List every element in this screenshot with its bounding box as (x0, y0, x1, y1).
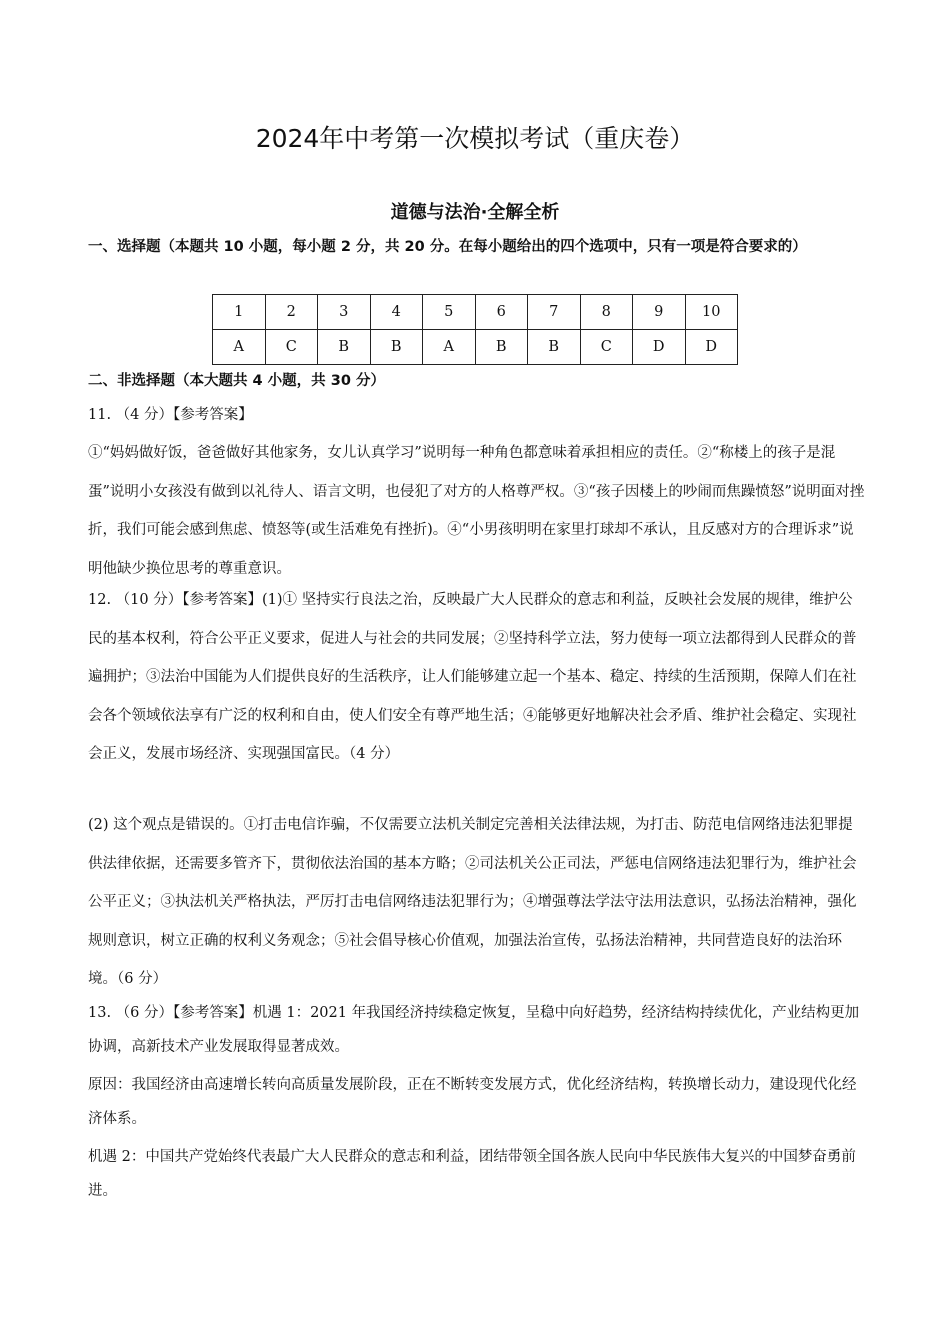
page-title: 2024年中考第一次模拟考试（重庆卷） (255, 124, 695, 153)
question-number-cell: 3 (318, 295, 371, 330)
q13-opportunity-1: 13. （6 分）【参考答案】机遇 1：2021 年我国经济持续稳定恢复，呈稳中向好趋势，经济结构持续优化，产业结构更加协调，高新技术产业发展取得显著成效。 (88, 1005, 860, 1055)
answer-table (212, 294, 738, 365)
q11-heading: 11. （4 分）【参考答案】 (88, 407, 253, 423)
answer-cell: C (265, 330, 318, 365)
answer-cell: B (475, 330, 528, 365)
q13-reason: 原因：我国经济由高速增长转向高质量发展阶段，正在不断转变发展方式，优化经济结构，转换增长动力，建设现代化经济体系。 (88, 1077, 857, 1127)
question-number-cell: 7 (528, 295, 581, 330)
q13-opportunity-2: 机遇 2：中国共产党始终代表最广大人民群众的意志和利益，团结带领全国各族人民向中华民族伟大复兴的中国梦奋勇前进。 (88, 1149, 856, 1199)
section-choice-heading: 一、选择题（本题共 10 小题，每小题 2 分，共 20 分。在每小题给出的四个选项中，只有一项是符合要求的） (88, 239, 807, 255)
question-number-cell: 6 (475, 295, 528, 330)
question-number-cell: 1 (213, 295, 266, 330)
answer-cell: A (423, 330, 476, 365)
answer-cell: D (685, 330, 738, 365)
answer-cell: A (213, 330, 266, 365)
question-number-cell: 10 (685, 295, 738, 330)
q12-part2: (2) 这个观点是错误的。①打击电信诈骗，不仅需要立法机关制定完善相关法律法规，为打击、防范电信网络违法犯罪提供法律依据，还需要多管齐下，贯彻依法治国的基本方略；②司法机关公正司法，严惩电信网络违法犯罪行为，维护社会公平正义；③执法机关严格执法，严厉打击电信网络违法犯罪行为；④增强尊法学法守法用法意识，弘扬法治精神，强化规则意识，树立正确的权利义务观念；⑤社会倡导核心价值观，加强法治宣传，弘扬法治精神，共同营造良好的法治环境。（6 分） (88, 817, 857, 987)
answer-table-number-row (213, 295, 738, 330)
q11-answer: ①“妈妈做好饭，爸爸做好其他家务，女儿认真学习”说明每一种角色都意味着承担相应的责任。②“称楼上的孩子是混蛋”说明小女孩没有做到以礼待人、语言文明，也侵犯了对方的人格尊严权。③“孩子因楼上的吵闹而焦躁愤怒”说明面对挫折，我们可能会感到焦虑、愤怒等(或生活难免有挫折)。④“小男孩明明在家里打球却不承认，且反感对方的合理诉求”说明他缺少换位思考的尊重意识。 (88, 445, 865, 577)
answer-cell: C (580, 330, 633, 365)
answer-table-answer-row (213, 330, 738, 365)
question-number-cell: 4 (370, 295, 423, 330)
q12-part1: 12. （10 分）【参考答案】(1)① 坚持实行良法之治，反映最广大人民群众的意志和利益，反映社会发展的规律，维护公民的基本权利，符合公平正义要求，促进人与社会的共同发展；②坚持科学立法，努力使每一项立法都得到人民群众的普遍拥护；③法治中国能为人们提供良好的生活秩序，让人们能够建立起一个基本、稳定、持续的生活预期，保障人们在社会各个领域依法享有广泛的权利和自由，使人们安全有尊严地生活；④能够更好地解决社会矛盾、维护社会稳定、实现社会正义，发展市场经济、实现强国富民。（4 分） (88, 592, 857, 762)
question-number-cell: 9 (633, 295, 686, 330)
question-number-cell: 2 (265, 295, 318, 330)
answer-cell: D (633, 330, 686, 365)
answer-cell: B (370, 330, 423, 365)
question-number-cell: 8 (580, 295, 633, 330)
answer-cell: B (528, 330, 581, 365)
page-subtitle: 道德与法治·全解全析 (390, 202, 560, 223)
question-number-cell: 5 (423, 295, 476, 330)
answer-cell: B (318, 330, 371, 365)
section-nonchoice-heading: 二、非选择题（本大题共 4 小题，共 30 分） (88, 373, 385, 389)
